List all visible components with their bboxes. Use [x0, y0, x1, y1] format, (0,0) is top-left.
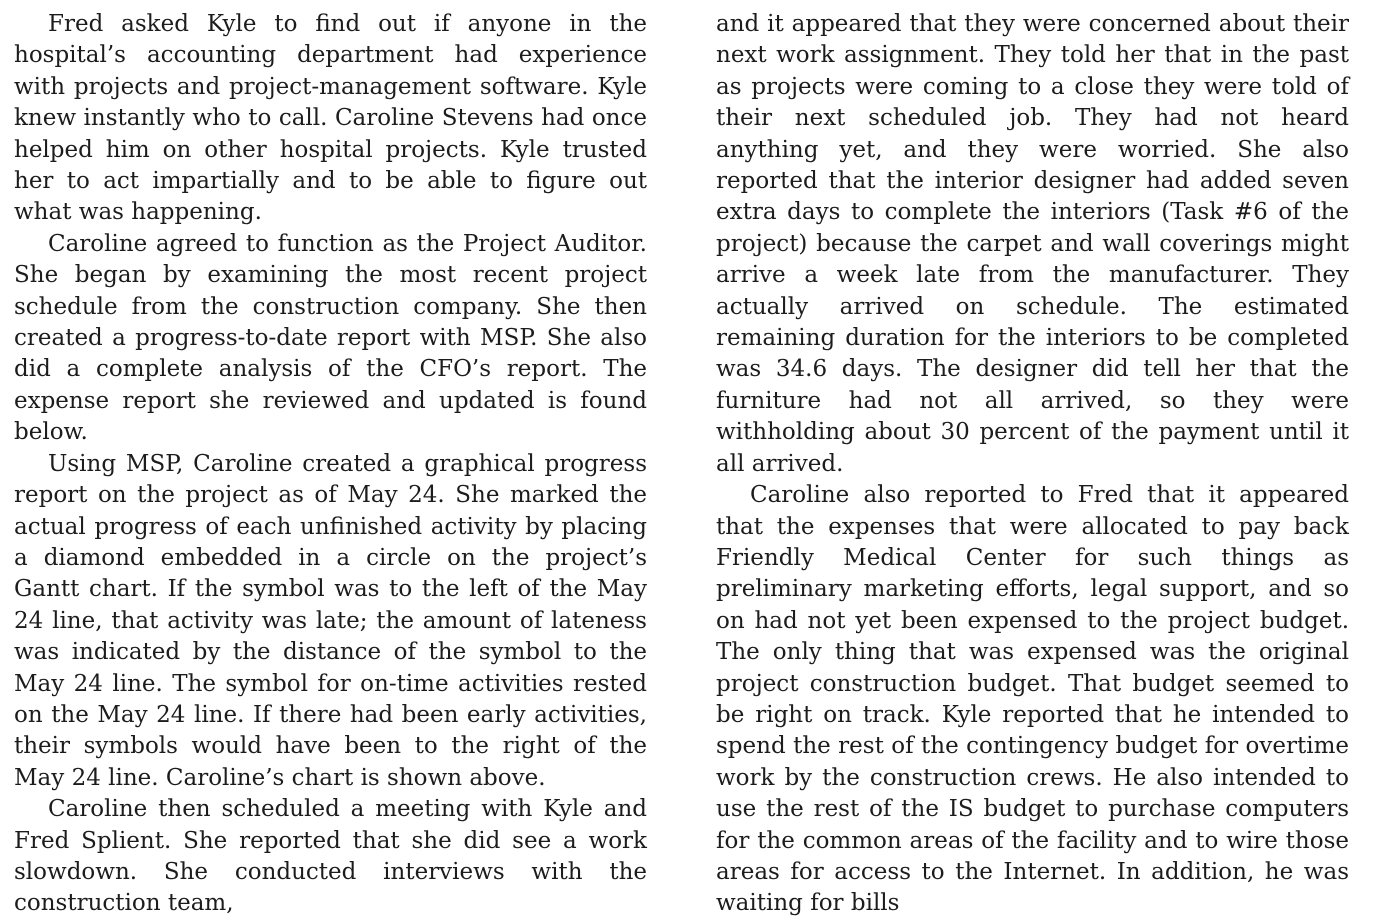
- left-text-column: [14, 9, 647, 920]
- paragraph-meeting-start: Caroline then scheduled a meeting with Kyle and Fred Splient. She reported that she did see a work slowdown. She conducted interviews with the construction team,: [14, 796, 647, 917]
- paragraph-fred-asked-kyle: Fred asked Kyle to find out if anyone in the hospital’s accounting department had experience with projects and project-management software. Kyle knew instantly who to call. Caroline Stevens had once helped him on other hospital projects. Kyle trusted her to act impartially and to be able to figure out what was happening.: [14, 11, 647, 226]
- right-text-column: [716, 9, 1349, 920]
- paragraph-msp-progress-report: Using MSP, Caroline created a graphical progress report on the project as of May 24. She marked the actual progress of each unfinished activity by placing a diamond embedded in a circle on the project’s Gantt chart. If the symbol was to the left of the May 24 line, that activity was late; the amount of lateness was indicated by the distance of the symbol to the May 24 line. The symbol for on-time activities rested on the May 24 line. If there had been early activities, their symbols would have been to the right of the May 24 line. Caroline’s chart is shown above.: [14, 450, 647, 791]
- paragraph-meeting-continued: and it appeared that they were concerned about their next work assignment. They told her that in the past as projects were coming to a close they were told of their next scheduled job. They had not heard anything yet, and they were worried. She also reported that the interior designer had added seven extra days to complete the interiors (Task #6 of the project) because the carpet and wall coverings might arrive a week late from the manufacturer. They actually arrived on schedule. The estimated remaining duration for the interiors to be completed was 34.6 days. The designer did tell her that the furniture had not all arrived, so they were withholding about 30 percent of the payment until it all arrived.: [716, 11, 1349, 477]
- paragraph-expenses-report: Caroline also reported to Fred that it appeared that the expenses that were allocated to pay back Friendly Medical Center for such things as preliminary marketing efforts, legal support, and so on had not yet been expensed to the project budget. The only thing that was expensed was the original project construction budget. That budget seemed to be right on track. Kyle reported that he intended to spend the rest of the contingency budget for overtime work by the construction crews. He also intended to use the rest of the IS budget to purchase computers for the common areas of the facility and to wire those areas for access to the Internet. In addition, he was waiting for bills: [716, 482, 1349, 917]
- paragraph-caroline-auditor: Caroline agreed to function as the Project Auditor. She began by examining the most recent project schedule from the construction company. She then created a progress-to-date report with MSP. She also did a complete analysis of the CFO’s report. The expense report she reviewed and updated is found below.: [14, 230, 647, 446]
